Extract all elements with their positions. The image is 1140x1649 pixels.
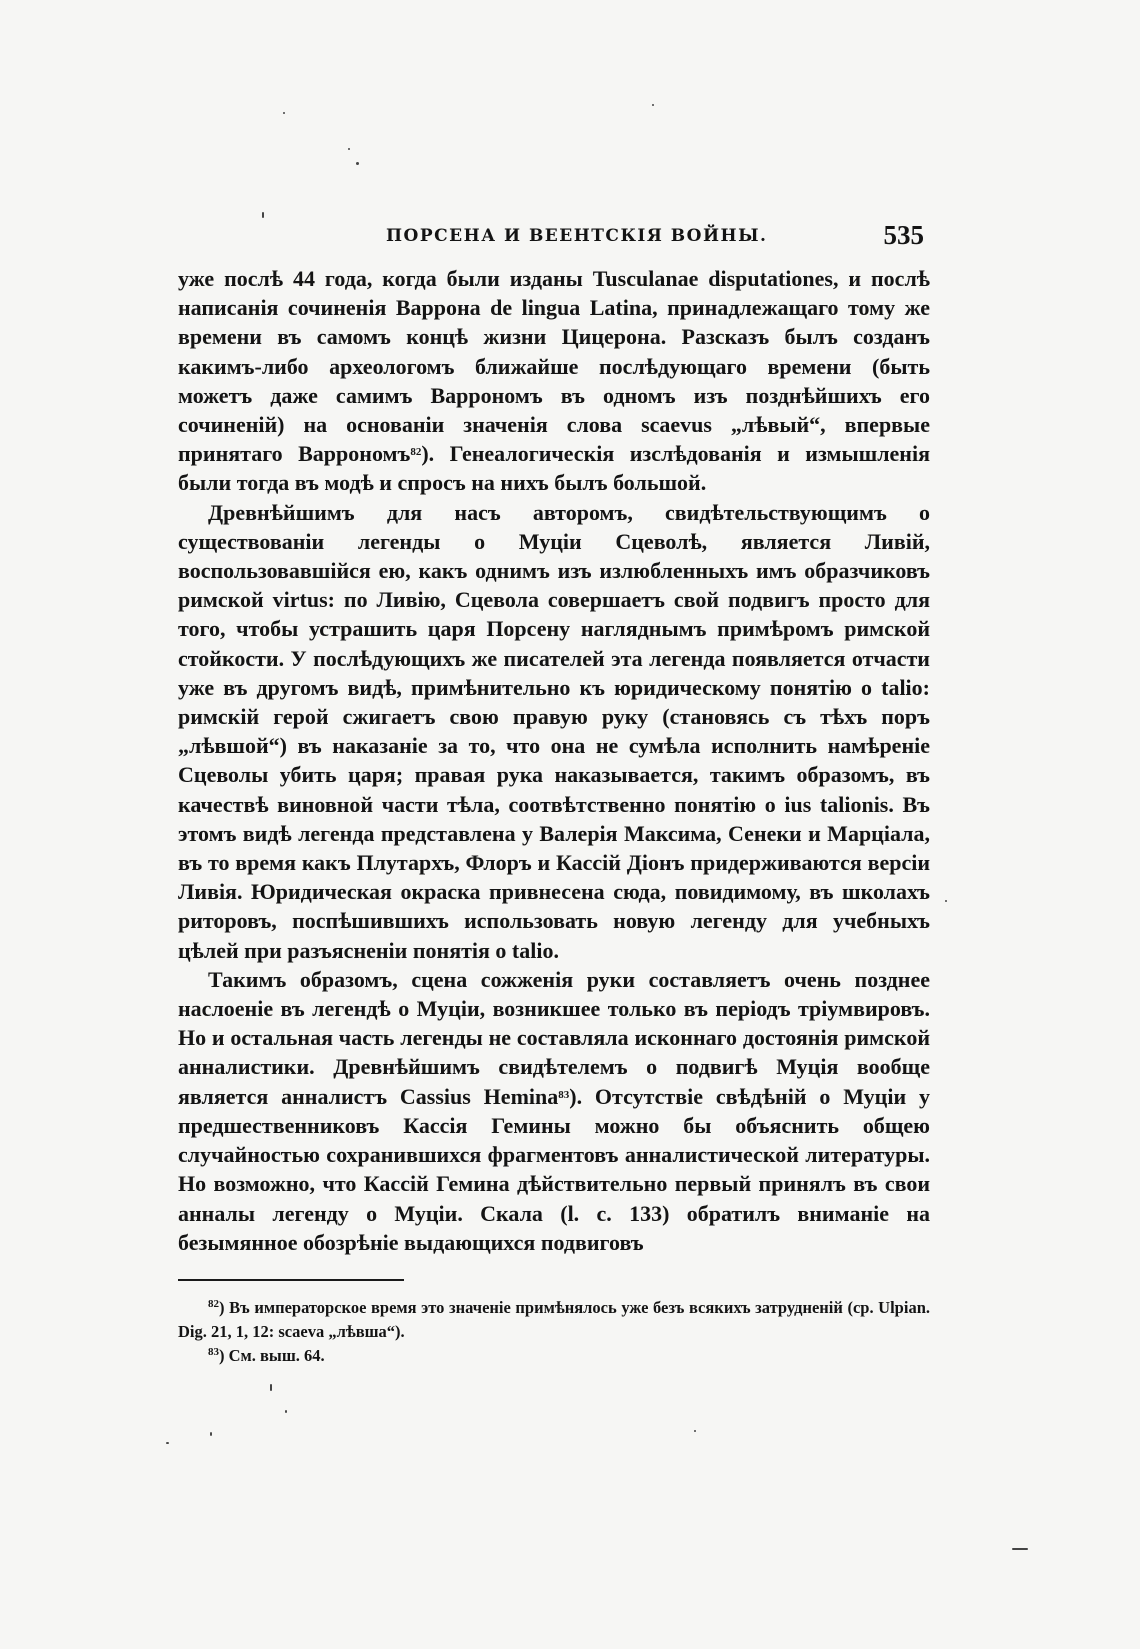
scan-speck — [166, 1442, 169, 1444]
paragraph-1 — [178, 264, 930, 498]
page-number: 535 — [883, 220, 924, 250]
scan-speck — [945, 900, 947, 902]
footnote-number: 82 — [208, 1298, 219, 1310]
scan-speck — [283, 112, 285, 114]
footnote-text: ) См. выш. 64. — [219, 1346, 325, 1365]
scan-speck — [262, 212, 264, 218]
paragraph-1-text: уже послѣ 44 года, когда были изданы Tusculanae disputationes, и послѣ написанія сочиненія Варрона de lingua Latina, принадлежащаго тому же времени въ самомъ концѣ жизни Цицерона. Разсказъ былъ созданъ какимъ-либо археологомъ ближайше послѣдующаго времени (быть можетъ даже самимъ Варрономъ въ одномъ изъ позднѣйшихъ его сочиненій) на основаніи значенія слова scaevus „лѣвый“, впервые принятаго Варрономъ — [178, 266, 930, 467]
footnote-ref-83[interactable]: 83 — [558, 1088, 570, 1101]
footnote-text: ) Въ императорское время это значеніе примѣнялось уже безъ всякихъ затрудненій (ср. Ulpian. Dig. 21, 1, 12: scaeva „лѣвша“). — [178, 1298, 930, 1341]
page-header — [180, 222, 928, 252]
footnote-82 — [178, 1296, 930, 1344]
paragraph-2: Древнѣйшимъ для насъ авторомъ, свидѣтельствующимъ о существованіи легенды о Муціи Сцеволѣ, является Ливій, воспользовавшійся ею, какъ однимъ изъ излюбленныхъ имъ образчиковъ римской virtus: по Ливію, Сцевола совершаетъ свой подвигъ просто для того, чтобы устрашить царя Порсену нагляднымъ примѣромъ римской стойкости. У послѣдующихъ же писателей эта легенда появляется отчасти уже въ другомъ видѣ, примѣнительно къ юридическому понятію о talio: римскій герой сжигаетъ свою правую руку (становясь съ тѣхъ поръ „лѣвшой“) въ наказаніе за то, что она не сумѣла исполнить намѣреніе Сцеволы убить царя; правая рука наказывается, такимъ образомъ, въ качествѣ виновной части тѣла, соотвѣтственно понятію о ius talionis. Въ этомъ видѣ легенда представлена у Валерія Максима, Сенеки и Марціала, въ то время какъ Плутархъ, Флоръ и Кассій Діонъ придерживаются версіи Ливія. Юридическая окраска привнесена сюда, повидимому, въ школахъ риторовъ, поспѣшившихъ использовать новую легенду для учебныхъ цѣлей при разъясненіи понятія о talio. — [178, 499, 930, 963]
scan-speck — [1012, 1548, 1028, 1550]
scan-speck — [210, 1432, 212, 1436]
scan-speck — [348, 148, 350, 150]
body-text — [178, 264, 930, 1257]
paragraph-1-end: ). Генеалогическія изслѣдованія и измышленія были тогда въ модѣ и спросъ на нихъ былъ большой. — [178, 441, 931, 496]
scan-speck — [270, 1384, 272, 1391]
footnote-divider — [178, 1279, 404, 1281]
footnote-number: 83 — [208, 1346, 219, 1358]
scan-speck — [694, 1430, 696, 1432]
running-head: ПОРСЕНА И ВЕЕНТСКІЯ ВОЙНЫ. — [386, 226, 768, 246]
scan-speck — [356, 162, 359, 165]
footnote-83 — [178, 1344, 930, 1368]
footnote-ref-82[interactable]: 82 — [410, 446, 422, 459]
paragraph-3-end: ). Отсутствіе свѣдѣній о Муціи у предшественниковъ Кассія Гемины можно бы объяснить общею случайностью сохранившихся фрагментовъ анналистической литературы. Но возможно, что Кассій Гемина дѣйствительно первый принялъ въ свои анналы легенду о Муціи. Скала (l. c. 133) обратилъ вниманіе на безымянное обозрѣніе выдающихся подвиговъ — [178, 1083, 930, 1255]
footnotes — [178, 1296, 930, 1368]
paragraph-3-text: Такимъ образомъ, сцена сожженія руки составляетъ очень позднее наслоеніе въ легендѣ о Муціи, возникшее только въ періодъ тріумвировъ. Но и остальная часть легенды не составляла исконнаго достоянія римской анналистики. Древнѣйшимъ свидѣтелемъ о подвигѣ Муція вообще является анналистъ Cassius Hemina — [178, 966, 930, 1109]
scan-speck — [285, 1410, 287, 1413]
paragraph-3 — [178, 965, 930, 1257]
scan-speck — [652, 104, 654, 106]
